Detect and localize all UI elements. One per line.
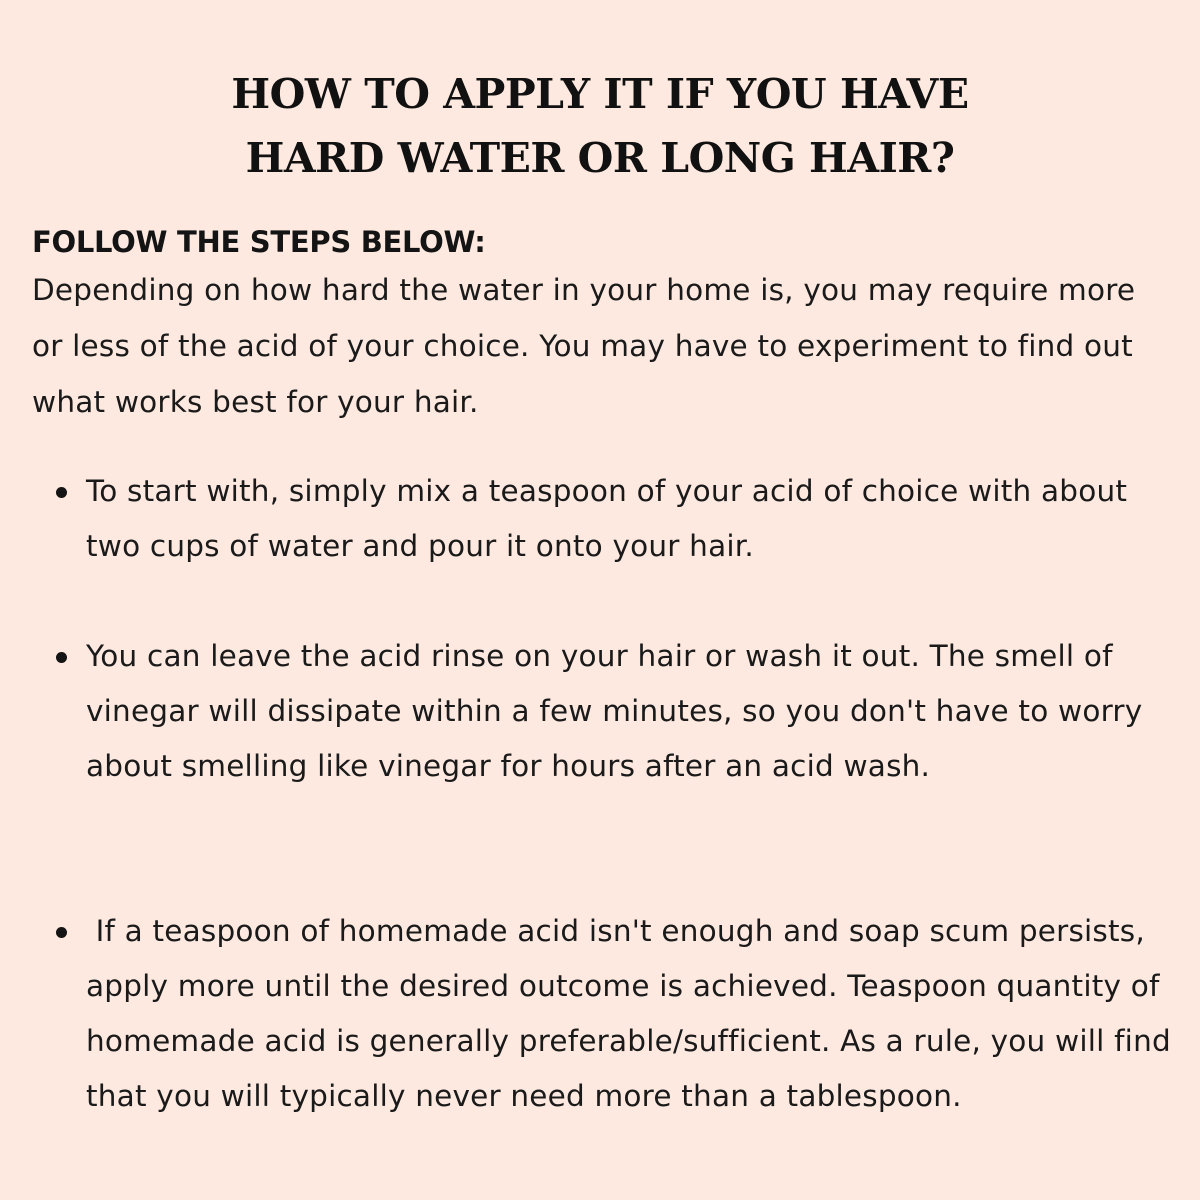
bullet-dot-icon <box>56 927 67 938</box>
step-item-3: If a teaspoon of homemade acid isn't enough and soap scum persists, apply more until the desired outcome is achieved. Teaspoon quantity of homemade acid is generally preferable/sufficient. As a rule, you will find that you will typically never need more than a tablespoon. <box>86 914 1181 1113</box>
bullet-dot-icon <box>56 652 67 663</box>
title-line-2: HARD WATER OR LONG HAIR? <box>245 134 955 182</box>
step-item-1: To start with, simply mix a teaspoon of your acid of choice with about two cups of water and pour it onto your hair. <box>86 474 1128 563</box>
title-line-1: HOW TO APPLY IT IF YOU HAVE <box>231 70 969 118</box>
step-item-2: You can leave the acid rinse on your hair or wash it out. The smell of vinegar will dissipate within a few minutes, so you don't have to worry about smelling like vinegar for hours after an acid wash. <box>86 639 1143 783</box>
steps-subheading: FOLLOW THE STEPS BELOW: <box>32 225 486 259</box>
bullet-dot-icon <box>56 487 67 498</box>
intro-paragraph: Depending on how hard the water in your home is, you may require more or less of the acid of your choice. You may have to experiment to find out what works best for your hair. <box>32 273 1136 419</box>
